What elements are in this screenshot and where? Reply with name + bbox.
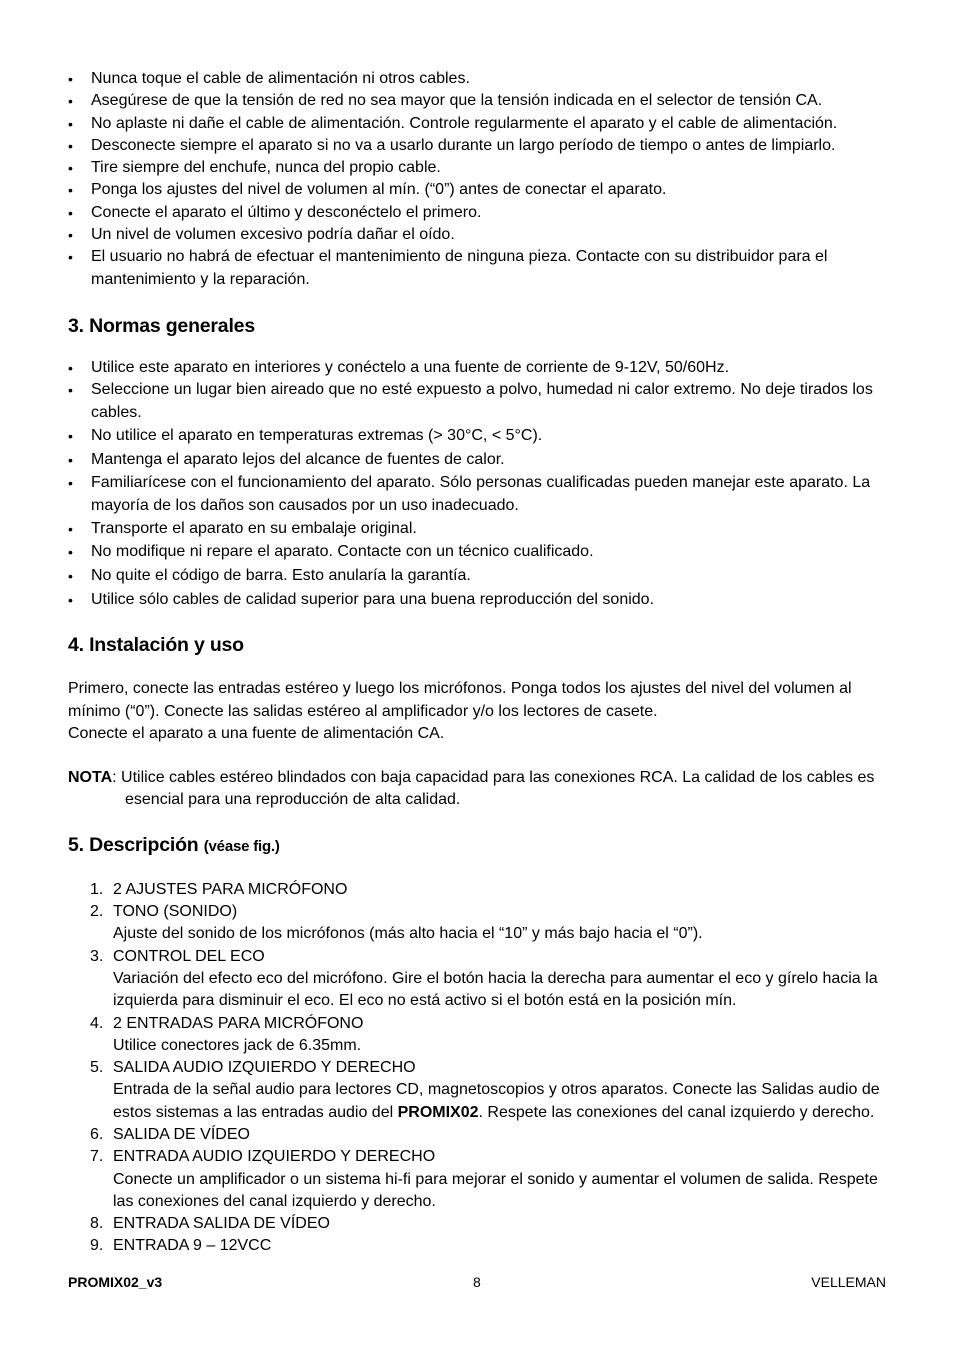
document-page [68, 68, 888, 1258]
installation-paragraph: Primero, conecte las entradas estéreo y luego los micrófonos. Ponga todos los ajustes del nivel del volumen al mínimo (“0”). Conecte las salidas estéreo al amplificador y/o los lectores de casete. [68, 680, 852, 720]
list-item: • No aplaste ni dañe el cable de alimentación. Controle regularmente el aparato y el cable de alimentación. [68, 113, 888, 135]
list-item: 5. SALIDA AUDIO IZQUIERDO Y DERECHO Entrada de la señal audio para lectores CD, magnetoscopios y otros aparatos. Conecte las Salidas audio de estos sistemas a las entradas audio del PROMIX02. Respete las conexiones del canal izquierdo y derecho. [90, 1059, 880, 1121]
note-label: NOTA [68, 769, 113, 787]
list-item: • No modifique ni repare el aparato. Contacte con un técnico cualificado. [68, 541, 888, 563]
list-item: • Nunca toque el cable de alimentación ni otros cables. [68, 68, 888, 90]
list-item: • Familiarícese con el funcionamiento del aparato. Sólo personas cualificadas pueden manejar este aparato. La mayoría de los daños son causados por un uso inadecuado. [68, 472, 888, 517]
list-item: • Desconecte siempre el aparato si no va a usarlo durante un largo período de tiempo o antes de limpiarlo. [68, 135, 888, 157]
list-item: • Tire siempre del enchufe, nunca del propio cable. [68, 157, 888, 179]
safety-list [68, 68, 888, 291]
note-text: : Utilice cables estéreo blindados con baja capacidad para las conexiones RCA. La calidad de los cables es esencial para una reproducción de alta calidad. [112, 769, 875, 809]
list-item: • Utilice sólo cables de calidad superior para una buena reproducción del sonido. [68, 589, 888, 611]
list-item: • Utilice este aparato en interiores y conéctelo a una fuente de corriente de 9-12V, 50/60Hz. [68, 357, 888, 379]
description-list [68, 879, 888, 1258]
note-paragraph [68, 767, 888, 812]
footer-page-number: 8 [473, 1274, 481, 1290]
list-item: • Conecte el aparato el último y desconéctelo el primero. [68, 202, 888, 224]
section-heading-descripcion: 5. Descripción (véase fig.) [68, 833, 280, 856]
general-rules-list [68, 357, 888, 611]
list-item: • Ponga los ajustes del nivel de volumen al mín. (“0”) antes de conectar el aparato. [68, 179, 888, 201]
list-item: • El usuario no habrá de efectuar el mantenimiento de ninguna pieza. Contacte con su distribuidor para el mantenimiento y la reparación. [68, 246, 888, 291]
list-item: • Mantenga el aparato lejos del alcance de fuentes de calor. [68, 449, 888, 471]
list-item: • No quite el código de barra. Esto anularía la garantía. [68, 565, 888, 587]
section-heading-instalacion-uso: 4. Instalación y uso [68, 634, 244, 657]
list-item: • Seleccione un lugar bien aireado que no esté expuesto a polvo, humedad ni calor extremo. No deje tirados los cables. [68, 379, 888, 424]
installation-paragraph-power: Conecte el aparato a una fuente de alimentación CA. [68, 724, 445, 742]
section-heading-note: (véase fig.) [203, 837, 280, 855]
list-item: 6. SALIDA DE VÍDEO [90, 1125, 250, 1143]
list-item: 1. 2 AJUSTES PARA MICRÓFONO [90, 880, 348, 898]
list-item: 3. CONTROL DEL ECO Variación del efecto eco del micrófono. Gire el botón hacia la derecha para aumentar el eco y gírelo hacia la izquierda para disminuir el eco. El eco no está activo si el botón está en la posición mín. [90, 947, 878, 1010]
list-item: 9. ENTRADA 9 – 12VCC [90, 1237, 272, 1255]
list-item: 2. TONO (SONIDO) Ajuste del sonido de los micrófonos (más alto hacia el “10” y más bajo hacia el “0”). [90, 903, 703, 943]
list-item: • Un nivel de volumen excesivo podría dañar el oído. [68, 224, 888, 246]
list-item: • No utilice el aparato en temperaturas extremas (> 30°C, < 5°C). [68, 425, 888, 447]
section-heading-normas-generales: 3. Normas generales [68, 314, 255, 337]
list-item: • Asegúrese de que la tensión de red no sea mayor que la tensión indicada en el selector de tensión CA. [68, 90, 888, 112]
footer-brand: VELLEMAN [811, 1274, 886, 1290]
list-item: 4. 2 ENTRADAS PARA MICRÓFONO Utilice conectores jack de 6.35mm. [90, 1014, 364, 1054]
list-item: • Transporte el aparato en su embalaje original. [68, 518, 888, 540]
footer-doc-id: PROMIX02_v3 [68, 1274, 163, 1290]
product-name: PROMIX02 [397, 1103, 479, 1121]
list-item: 7. ENTRADA AUDIO IZQUIERDO Y DERECHO Conecte un amplificador o un sistema hi-fi para mejorar el sonido y aumentar el volumen de salida. Respete las conexiones del canal izquierdo y derecho. [90, 1148, 878, 1210]
list-item: 8. ENTRADA SALIDA DE VÍDEO [90, 1215, 330, 1233]
